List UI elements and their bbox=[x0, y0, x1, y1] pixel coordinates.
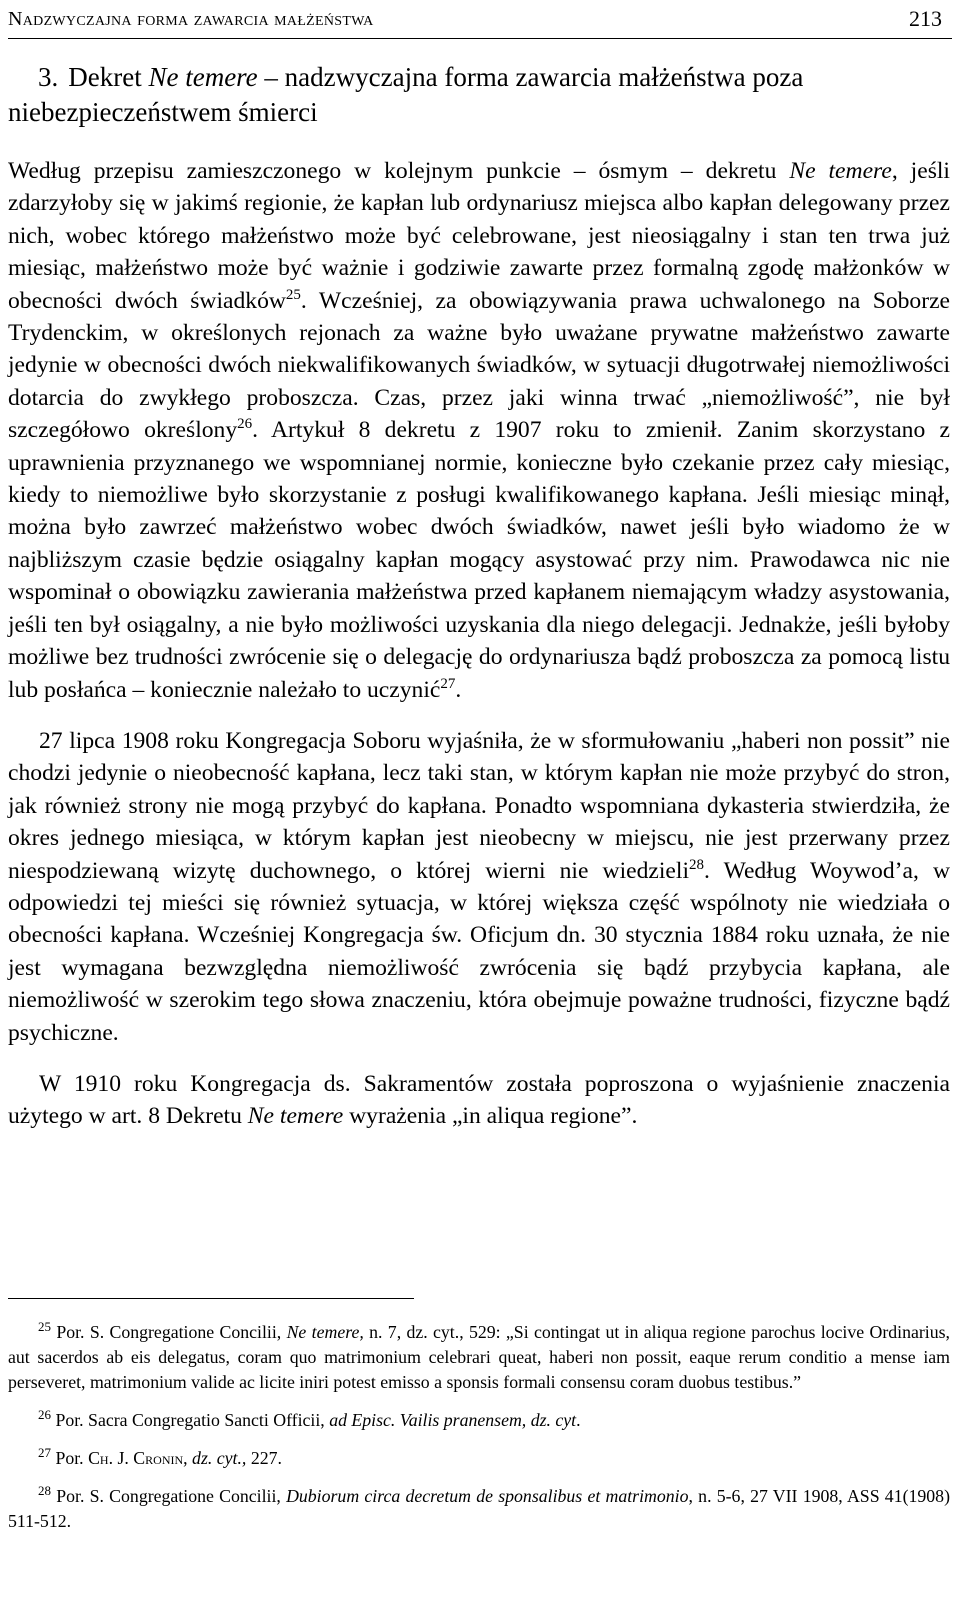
footnote-italic: Ne temere, bbox=[286, 1322, 364, 1342]
page-number: 213 bbox=[909, 6, 942, 31]
paragraph-1 bbox=[8, 155, 950, 706]
footnote-text: Por. S. Congregatione Concilii, bbox=[51, 1322, 287, 1342]
footnote-text: Por. S. Congregatione Concilii, bbox=[51, 1486, 287, 1506]
footnote-text: , n. 5-6, 27 VII 1908, ASS 41(1908) 511-512. bbox=[8, 1486, 950, 1531]
section-number: 3. bbox=[38, 62, 59, 92]
footnote-text: Por. bbox=[51, 1448, 89, 1468]
p1-text-4: . Artykuł 8 dekretu z 1907 roku to zmienił. Zanim skorzystano z uprawnienia przyznanego we wspomnianej normie, konieczne było czekanie przez cały miesiąc, kiedy to niemożliwe było skorzystanie z posługi kwalifikowanego kapłana. Jeśli miesiąc minął, można było zawrzeć małżeństwo wobec dwóch świadków, nawet jeśli było wiadomo że w najbliższym czasie będzie osiągalny kapłan mogący asystować przy nim. Prawodawca nic nie wspominał o obowiązku zawierania małżeństwa przed kapłanem niemającym władzy asystowania, jeśli ten był osiągalny, a nie było możliwości uzyskania dla niego delegacji. Jednakże, jeśli byłoby możliwe bez trudności zwrócenie się o delegację do ordynariusza bądź proboszcza za pomocą listu lub posłańca – koniecznie należało to uczynić bbox=[8, 417, 950, 703]
p1-italic-1: Ne temere bbox=[789, 158, 892, 184]
footnote-italic: ad Episc. Vailis pranensem, dz. cyt bbox=[329, 1410, 577, 1430]
p1-text-2: , jeśli zdarzyłoby się w jakimś regionie, że kapłan lub ordynariusz miejsca albo kapłan delegowany przez nich, wobec którego małżeństwo może być celebrowane, jest nieosiągalny i stan ten trwa już miesiąc, małżeństwo może być ważnie i godziwie zawarte przez formalną zgodę małżonków w obecności dwóch świadków bbox=[8, 158, 950, 314]
footnote-number: 25 bbox=[38, 1319, 51, 1334]
p1-text-3: . Wcześniej, za obowiązywania prawa uchwalonego na Soborze Trydenckim, w określonych rejonach za ważne było uważane prywatne małżeństwo zawarte jedynie w obecności dwóch niekwalifikowanych świadków, w sytuacji długotrwałej niemożliwości dotarcia do zwykłego proboszcza. Czas, przez jaki winna trwać „niemożliwość”, nie był szczegółowo określony bbox=[8, 287, 951, 444]
running-title: Nadzwyczajna forma zawarcia małżeństwa bbox=[8, 8, 374, 30]
footnote-ref-27[interactable]: 27 bbox=[440, 675, 456, 692]
paragraph-3 bbox=[8, 1068, 950, 1133]
running-header bbox=[8, 4, 952, 34]
footnote-text: 227. bbox=[246, 1448, 282, 1468]
p1-text-5: . bbox=[455, 676, 462, 703]
footnote-ref-28[interactable]: 28 bbox=[689, 856, 705, 873]
footnote-author: Ch. J. Cronin bbox=[88, 1448, 184, 1468]
footnote-separator bbox=[8, 1298, 414, 1299]
paragraph-2 bbox=[8, 725, 950, 1049]
body-text bbox=[8, 155, 950, 1152]
footnote-28 bbox=[8, 1484, 950, 1534]
footnote-number: 26 bbox=[38, 1407, 51, 1422]
section-heading bbox=[8, 60, 952, 130]
footnote-italic: dz. cyt., bbox=[192, 1448, 247, 1468]
footnote-text: Por. Sacra Congregatio Sancti Officii, bbox=[51, 1410, 330, 1430]
p2-text-2: . Według Woywod’a, w odpowiedzi tej mieści się również sytuacja, w której większa część wspólnoty nie wiedziała o obecności kapłana. Wcześniej Kongregacja św. Oficjum dn. 30 stycznia 1884 roku uznała, że nie jest wymagana bezwzględna niemożliwość zwrócenia się bądź przybycia kapłana, ale niemożliwość w szerokim tego słowa znaczeniu, która obejmuje poważne trudności, fizyczne bądź psychiczne. bbox=[8, 857, 950, 1046]
footnote-text: . bbox=[576, 1410, 581, 1430]
p3-italic-1: Ne temere bbox=[247, 1103, 344, 1130]
footnote-italic: Dubiorum circa decretum de sponsalibus et matrimonio bbox=[286, 1486, 689, 1506]
footnote-number: 28 bbox=[38, 1483, 51, 1498]
section-title-part1: Dekret bbox=[68, 62, 149, 92]
section-title-italic: Ne temere bbox=[148, 62, 258, 92]
footnote-text: , bbox=[183, 1448, 193, 1468]
footnote-26 bbox=[8, 1408, 950, 1433]
p3-text-1: W 1910 roku Kongregacja ds. Sakramentów została poproszona o wyjaśnienie znaczenia użytego w art. 8 Dekretu bbox=[8, 1070, 950, 1130]
footnote-ref-26[interactable]: 26 bbox=[237, 416, 253, 433]
p1-text-1: Według przepisu zamieszczonego w kolejnym punkcie – ósmym – dekretu bbox=[8, 158, 790, 184]
section-title-part2: – nadzwyczajna forma zawarcia małżeństwa poza niebezpieczeństwem śmierci bbox=[8, 62, 804, 127]
header-rule bbox=[8, 38, 952, 39]
p3-text-2: wyrażenia „in aliqua regione”. bbox=[343, 1103, 638, 1130]
p2-text-1: 27 lipca 1908 roku Kongregacja Soboru wyjaśniła, że w sformułowaniu „haberi non possit” nie chodzi jedynie o nieobecność kapłana, lecz taki stan, w którym kapłan nie może przybyć do stron, jak również strony nie mogą przybyć do kapłana. Ponadto wspomniana dykasteria stwierdziła, że okres jednego miesiąca, w którym kapłan jest nieobecny w miejscu, nie jest przerwany przez niespodziewaną wizytę duchownego, o której wierni nie wiedzieli bbox=[8, 727, 950, 884]
footnote-ref-25[interactable]: 25 bbox=[285, 286, 301, 303]
footnotes bbox=[8, 1320, 950, 1547]
footnote-text: n. 7, dz. cyt., 529: „Si contingat ut in aliqua regione parochus locive Ordinarius, aut sacerdos ab eis delegatus, coram quo matrimonium celebrari queat, haberi non possit, eaque rerum conditio a mense iam perseveret, matrimonium valide ac licite iniri potest emisso a sponsis formali consensu coram duobus testibus.” bbox=[8, 1322, 950, 1392]
footnote-27 bbox=[8, 1446, 950, 1471]
footnote-25 bbox=[8, 1320, 950, 1395]
footnote-number: 27 bbox=[38, 1445, 51, 1460]
